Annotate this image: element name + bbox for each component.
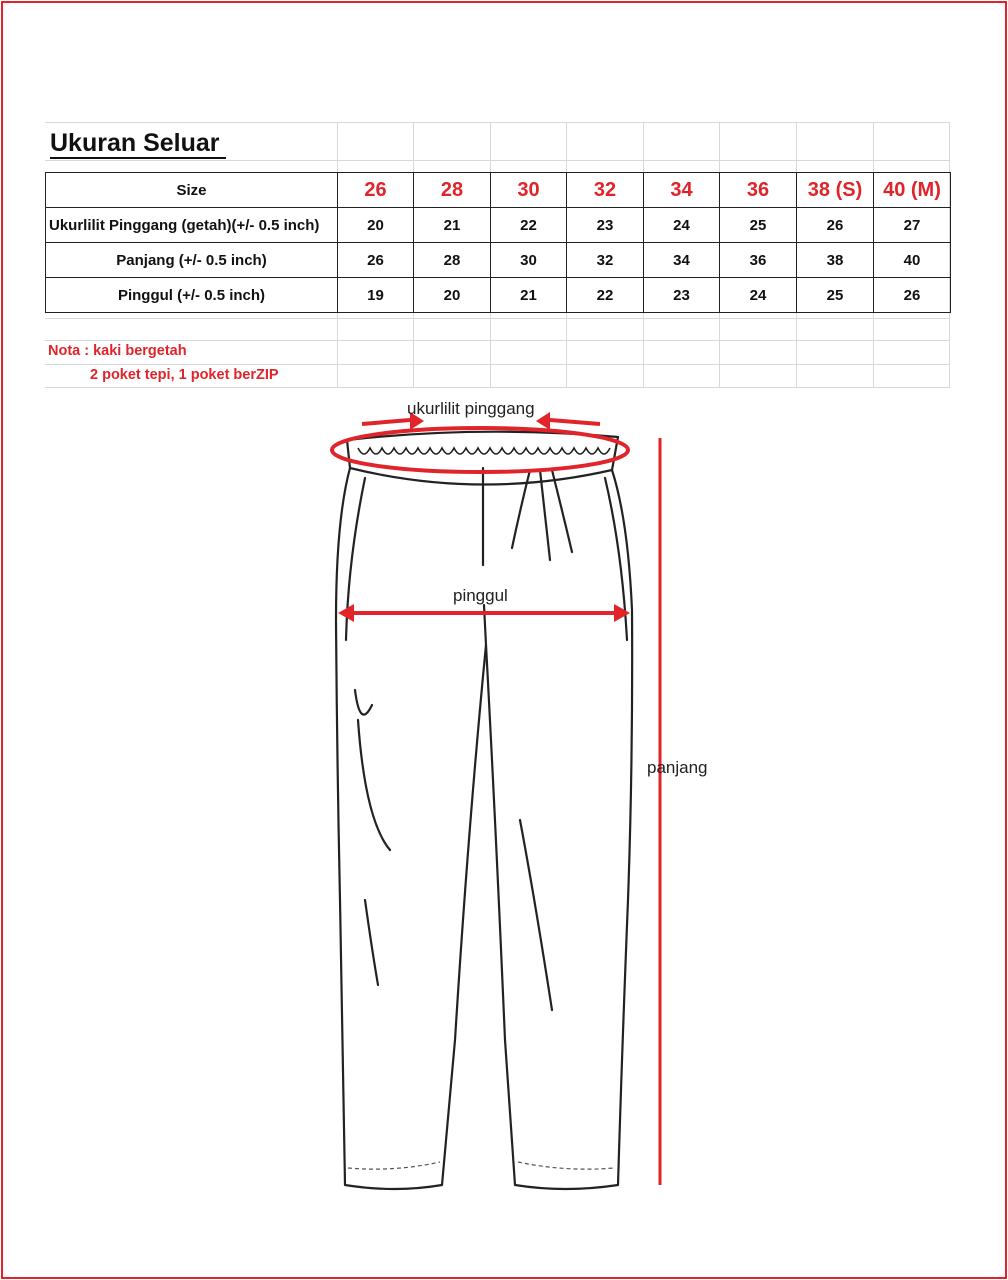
- size-header: 34: [644, 173, 720, 208]
- table-cell: 40: [874, 243, 951, 278]
- table-cell: 30: [491, 243, 567, 278]
- table-cell: 23: [567, 208, 644, 243]
- hip-label: pinggul: [453, 586, 508, 605]
- trousers-outline: [336, 432, 632, 1189]
- length-label: panjang: [647, 758, 708, 777]
- size-header: 32: [567, 173, 644, 208]
- header-label: Size: [46, 173, 338, 208]
- table-cell: 26: [874, 278, 951, 313]
- size-header: 36: [720, 173, 797, 208]
- waist-label: ukurlilit pinggang: [407, 399, 535, 418]
- table-cell: 20: [414, 278, 491, 313]
- note-line: Nota : kaki bergetah: [48, 343, 187, 359]
- table-cell: 36: [720, 243, 797, 278]
- table-cell: 25: [797, 278, 874, 313]
- waistband-gathers: [358, 448, 610, 454]
- size-header: 30: [491, 173, 567, 208]
- row-label: Panjang (+/- 0.5 inch): [46, 243, 338, 278]
- table-cell: 20: [338, 208, 414, 243]
- size-header: 28: [414, 173, 491, 208]
- note-line: 2 poket tepi, 1 poket berZIP: [90, 367, 279, 383]
- table-cell: 22: [491, 208, 567, 243]
- row-label: Pinggul (+/- 0.5 inch): [46, 278, 338, 313]
- table-cell: 25: [720, 208, 797, 243]
- table-cell: 21: [414, 208, 491, 243]
- table-cell: 28: [414, 243, 491, 278]
- table-cell: 21: [491, 278, 567, 313]
- table-cell: 38: [797, 243, 874, 278]
- table-cell: 34: [644, 243, 720, 278]
- table-cell: 32: [567, 243, 644, 278]
- size-header: 40 (M): [874, 173, 951, 208]
- size-header: 38 (S): [797, 173, 874, 208]
- table-cell: 23: [644, 278, 720, 313]
- table-cell: 24: [720, 278, 797, 313]
- waist-measure-indicator: [332, 420, 628, 472]
- page-title: Ukuran Seluar: [50, 129, 226, 159]
- table-cell: 24: [644, 208, 720, 243]
- row-label: Ukurlilit Pinggang (getah)(+/- 0.5 inch): [46, 208, 338, 243]
- table-cell: 26: [797, 208, 874, 243]
- table-cell: 27: [874, 208, 951, 243]
- table-cell: 19: [338, 278, 414, 313]
- table-cell: 26: [338, 243, 414, 278]
- hem-stitching: [348, 1162, 614, 1169]
- size-header: 26: [338, 173, 414, 208]
- table-cell: 22: [567, 278, 644, 313]
